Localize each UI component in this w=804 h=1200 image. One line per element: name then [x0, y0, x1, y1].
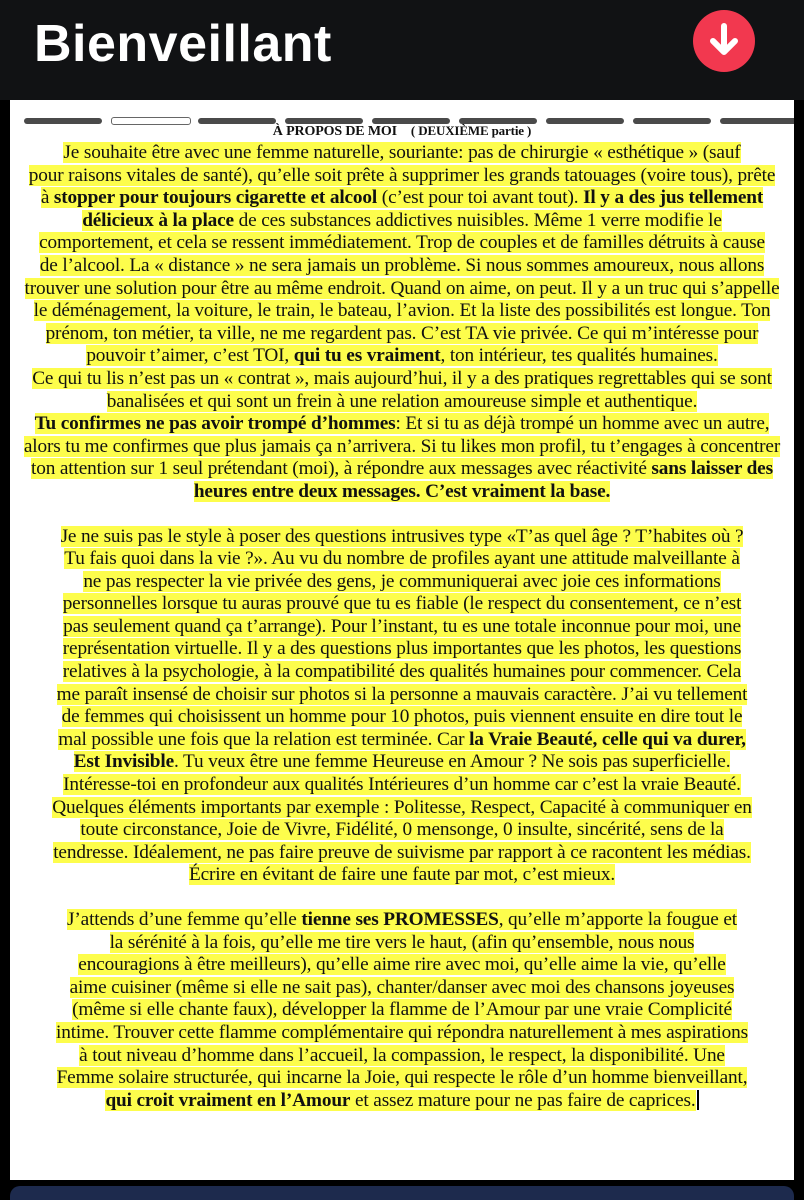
text-line: prénom, ton métier, ta ville, ne me regardent pas. C’est TA vie privée. Ce qui m’intéresse pour — [45, 322, 759, 344]
text-line: de l’alcool. La « distance » ne sera jamais un problème. Si nous sommes amoureux, nous allons — [39, 254, 765, 276]
text-run-bold: sans laisser des — [651, 458, 773, 480]
text-run-bold: la Vraie Beauté, celle qui va durer, — [469, 728, 746, 750]
text-run: J’attends d’une femme qu’elle — [67, 909, 302, 930]
paragraph-1 — [10, 142, 794, 504]
text-line: (même si elle chante faux), développer la flamme de l’Amour par une vraie Complicité — [72, 999, 732, 1021]
text-run-bold: délicieux à la place — [82, 209, 234, 231]
text-line: relatives à la psychologie, à la compatibilité des qualités humaines pour commencer. Cela — [62, 661, 742, 683]
text-run-bold: qui tu es vraiment — [293, 345, 441, 367]
text-run: . Tu veux être une femme Heureuse en Amour ? Ne sois pas superficielle. — [174, 751, 731, 773]
text-line: Écrire en évitant de faire une faute par mot, c’est mieux. — [189, 864, 615, 886]
text-line: tendresse. Idéalement, ne pas faire preuve de suivisme par rapport à ce racontent les médias. — [53, 841, 751, 863]
document-title-sub: ( DEUXIÈME partie ) — [410, 123, 532, 138]
text-run: : Et si tu as déjà trompé un homme avec un autre, — [395, 413, 770, 435]
text-run-bold: tienne ses PROMESSES — [301, 909, 499, 930]
text-run: mal possible une fois que la relation est terminée. Car — [58, 728, 470, 750]
download-button[interactable] — [693, 10, 755, 72]
text-run: pouvoir t’aimer, c’est TOI, — [86, 345, 294, 367]
text-run: , ton intérieur, tes qualités humaines. — [440, 345, 718, 367]
text-run-bold: heures entre deux messages. C’est vraiment la base. — [193, 480, 611, 502]
text-run: à — [40, 187, 54, 209]
text-line: Je ne suis pas le style à poser des questions intrusives type «T’as quel âge ? T’habites où ? — [60, 525, 744, 547]
text-line: à tout niveau d’homme dans l’accueil, la compassion, le respect, la disponibilité. Une — [79, 1044, 725, 1066]
text-line: comportement, et cela se ressent immédiatement. Trop de couples et de familles détruits à cause — [39, 232, 765, 254]
paragraph-2 — [10, 526, 794, 888]
text-run: ton attention sur 1 seul prétendant (moi), à répondre aux messages avec réactivité — [31, 458, 652, 480]
text-line: pour raisons vitales de santé), qu’elle soit prête à supprimer les grands tatouages (voire tous), prête — [28, 164, 776, 186]
text-line: pas seulement quand ça t’arrange). Pour l’instant, tu es une totale inconnue pour moi, une — [63, 615, 741, 637]
text-line: représentation virtuelle. Il y a des questions plus importantes que les photos, les questions — [62, 638, 742, 660]
text-line: me paraît insensé de choisir sur photos si la personne a mauvais caractère. J’ai vu tellement — [56, 683, 748, 705]
text-line: personnelles lorsque tu auras prouvé que tu es fiable (le respect du consentement, ce n’est — [62, 593, 742, 615]
text-run-bold: Il y a des jus tellement — [583, 187, 764, 209]
document-card — [10, 100, 794, 1180]
document-title — [10, 122, 794, 141]
text-run: de ces substances addictives nuisibles. Même 1 verre modifie le — [233, 209, 722, 231]
text-line: Femme solaire structurée, qui incarne la Joie, qui respecte le rôle d’un homme bienveillant, — [56, 1067, 748, 1089]
text-line: alors tu me confirmes que plus jamais ça n’arrivera. Si tu likes mon profil, tu t’engages à concentrer — [23, 435, 781, 457]
app-title: Bienveillant — [34, 15, 332, 73]
paragraph-3 — [10, 909, 794, 1112]
text-run: , qu’elle m’apporte la fougue et — [498, 909, 737, 930]
text-cursor — [697, 1090, 699, 1110]
text-line: Quelques éléments importants par exemple : Politesse, Respect, Capacité à communiquer en — [52, 796, 752, 818]
text-line: la sérénité à la fois, qu’elle me tire vers le haut, (afin qu’ensemble, nous nous — [109, 931, 695, 953]
text-run-bold: Tu confirmes ne pas avoir trompé d’hommes — [34, 413, 396, 435]
text-run-bold: stopper pour toujours cigarette et alcool — [53, 187, 378, 209]
text-run: (c’est pour toi avant tout). — [377, 187, 584, 209]
text-run-bold: Est Invisible — [73, 751, 174, 773]
text-line: Tu fais quoi dans la vie ?». Au vu du nombre de profiles ayant une attitude malveillante à — [64, 548, 740, 570]
screen-edge — [794, 100, 804, 1180]
document-text — [10, 122, 794, 1112]
text-line: Intéresse-toi en profondeur aux qualités Intérieures d’un homme car c’est la vraie Beauté. — [63, 774, 741, 796]
text-line: Ce qui tu lis n’est pas un « contrat », mais aujourd’hui, il y a des pratiques regrettables qui se sont — [32, 367, 772, 389]
document-title-main: À PROPOS DE MOI — [272, 124, 397, 139]
bottom-sheet-handle[interactable] — [10, 1186, 794, 1200]
text-line: Je souhaite être avec une femme naturelle, souriante: pas de chirurgie « esthétique » (sauf — [63, 142, 741, 163]
text-line: ne pas respecter la vie privée des gens, je communiquerai avec joie ces informations — [83, 570, 721, 592]
text-line: encouragions à être meilleurs), qu’elle aime rire avec moi, qu’elle aime la vie, qu’elle — [78, 954, 726, 976]
text-line: trouver une solution pour être au même endroit. Quand on aime, on peut. Il y a un truc qui s’appelle — [24, 277, 780, 299]
text-line: aime cuisiner (même si elle ne sait pas), chanter/danser avec moi des chansons joyeuses — [69, 976, 735, 998]
text-line: banalisées et qui sont un frein à une relation amoureuse simple et authentique. — [106, 390, 698, 412]
text-run: et assez mature pour ne pas faire de caprices. — [350, 1089, 696, 1111]
text-line: toute circonstance, Joie de Vivre, Fidélité, 0 mensonge, 0 insulte, sincérité, sens de la — [80, 819, 724, 841]
text-line: de femmes qui choisissent un homme pour 10 photos, puis viennent ensuite en dire tout le — [61, 706, 743, 728]
text-line: intime. Trouver cette flamme complémentaire qui répondra naturellement à mes aspirations — [56, 1021, 748, 1043]
text-line: le déménagement, la voiture, le train, le bateau, l’avion. Et la liste des possibilités est longue. Ton — [33, 300, 771, 322]
app-header — [0, 0, 804, 100]
text-run-bold: qui croit vraiment en l’Amour — [105, 1089, 351, 1111]
arrow-down-icon — [708, 23, 740, 59]
